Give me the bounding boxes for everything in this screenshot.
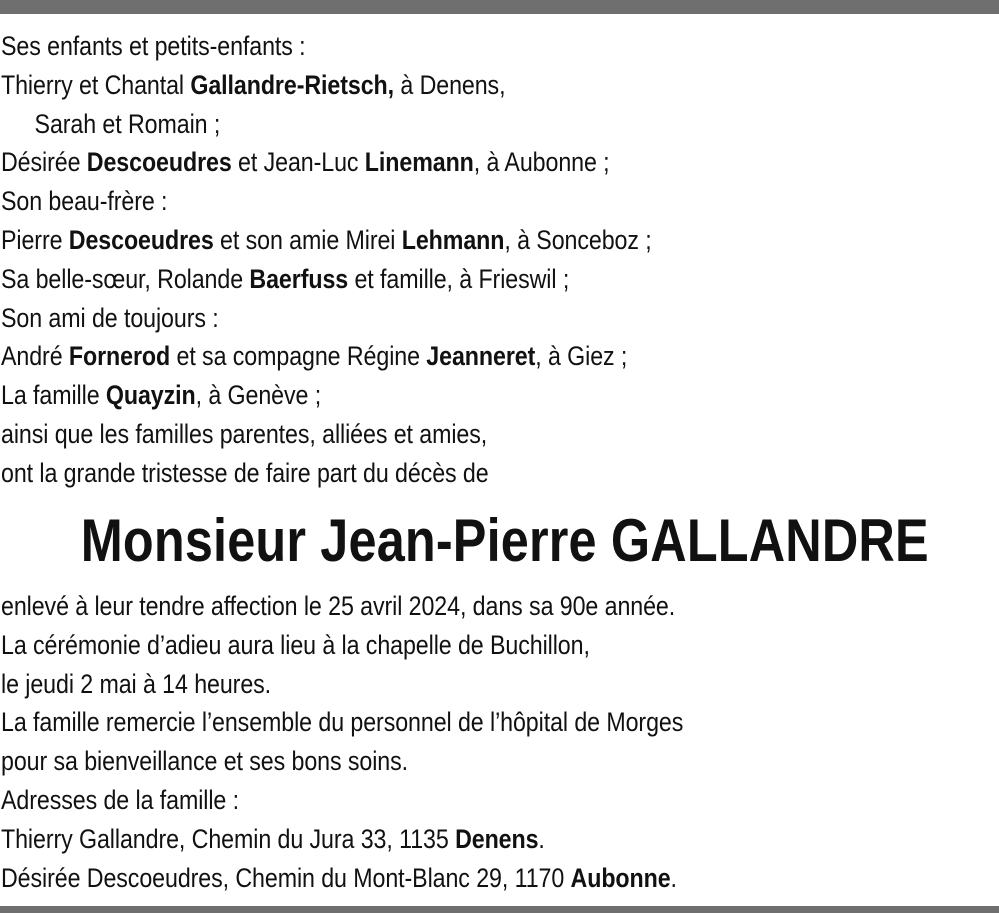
- text-segment: Thierry Gallandre, Chemin du Jura 33, 1135: [1, 823, 456, 854]
- text-line: [1, 260, 652, 299]
- bottom-border-rule: [0, 906, 999, 913]
- text-segment: Sarah et Romain ;: [34, 108, 221, 139]
- text-line: [1, 742, 683, 781]
- text-line: [1, 415, 652, 454]
- text-segment: ainsi que les familles parentes, alliées et amies,: [1, 418, 488, 449]
- text-segment: .: [538, 823, 545, 854]
- text-segment: Pierre: [1, 224, 69, 255]
- ceremony-details-block: [1, 587, 683, 897]
- text-segment: Thierry et Chantal: [1, 69, 191, 100]
- text-line: [1, 299, 652, 338]
- bold-name-segment: Aubonne: [570, 862, 671, 893]
- text-segment: Son ami de toujours :: [1, 302, 219, 333]
- text-segment: ont la grande tristesse de faire part du décès de: [1, 457, 489, 488]
- bold-name-segment: Descoeudres: [68, 224, 214, 255]
- text-line: [1, 626, 683, 665]
- text-segment: La famille remercie l’ensemble du personnel de l’hôpital de Morges: [1, 707, 684, 738]
- deceased-name-heading: [0, 505, 999, 577]
- bold-name-segment: Denens: [455, 823, 539, 854]
- text-segment: et Jean-Luc: [231, 147, 365, 178]
- text-segment: , à Genève ;: [195, 380, 322, 411]
- text-segment: et sa compagne Régine: [170, 341, 427, 372]
- text-line: [1, 182, 652, 221]
- text-line: [1, 820, 683, 859]
- text-segment: Sa belle-sœur, Rolande: [1, 263, 250, 294]
- text-line: [1, 665, 683, 704]
- text-segment: Adresses de la famille :: [1, 784, 239, 815]
- text-line: [1, 221, 652, 260]
- family-announcement-block: [1, 27, 652, 493]
- text-segment: à Denens,: [394, 69, 506, 100]
- text-segment: .: [670, 862, 677, 893]
- text-segment: Désirée: [1, 147, 87, 178]
- bold-name-segment: Fornerod: [68, 341, 171, 372]
- deceased-name: Monsieur Jean-Pierre GALLANDRE: [80, 507, 929, 574]
- text-segment: Son beau-frère :: [1, 186, 168, 217]
- bold-name-segment: Gallandre-Rietsch,: [190, 69, 395, 100]
- text-line: [1, 703, 683, 742]
- text-segment: , à Aubonne ;: [473, 147, 610, 178]
- bold-name-segment: Jeanneret: [426, 341, 536, 372]
- text-line: [1, 27, 652, 66]
- text-line: [1, 66, 652, 105]
- bold-name-segment: Baerfuss: [249, 263, 349, 294]
- bold-name-segment: Quayzin: [105, 380, 196, 411]
- text-segment: enlevé à leur tendre affection le 25 avril 2024, dans sa 90e année.: [1, 591, 676, 621]
- text-line: [1, 376, 652, 415]
- text-segment: La famille: [1, 380, 106, 411]
- text-segment: pour sa bienveillance et ses bons soins.: [1, 746, 409, 777]
- text-line: [1, 859, 683, 898]
- bold-name-segment: Descoeudres: [86, 147, 232, 178]
- text-segment: le jeudi 2 mai à 14 heures.: [1, 668, 272, 699]
- text-segment: , à Giez ;: [535, 341, 628, 372]
- text-segment: La cérémonie d’adieu aura lieu à la chapelle de Buchillon,: [1, 629, 590, 660]
- text-line: [1, 454, 652, 493]
- text-line: [1, 143, 652, 182]
- text-line: [1, 105, 652, 144]
- text-line: [1, 337, 652, 376]
- bold-name-segment: Linemann: [364, 147, 474, 178]
- text-line: [1, 781, 683, 820]
- text-segment: André: [1, 341, 69, 372]
- text-segment: et son amie Mirei: [213, 224, 402, 255]
- text-segment: Ses enfants et petits-enfants :: [1, 31, 306, 61]
- text-segment: , à Sonceboz ;: [504, 224, 652, 255]
- text-segment: Désirée Descoeudres, Chemin du Mont-Blanc 29, 1170: [1, 862, 571, 893]
- top-border-rule: [0, 0, 999, 14]
- text-segment: et famille, à Frieswil ;: [348, 263, 570, 294]
- text-line: [1, 587, 683, 626]
- bold-name-segment: Lehmann: [401, 224, 505, 255]
